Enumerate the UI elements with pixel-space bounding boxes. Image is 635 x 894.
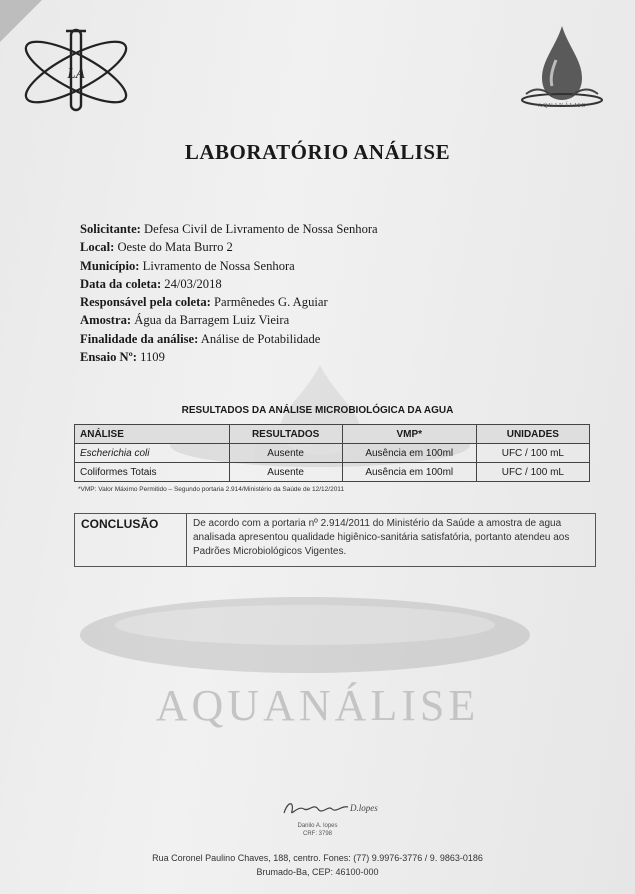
- cell-analise: Coliformes Totais: [75, 463, 230, 482]
- info-row: [80, 257, 378, 275]
- info-value: Análise de Potabilidade: [200, 331, 321, 346]
- logo-la-text: LA: [67, 66, 85, 82]
- info-value: 24/03/2018: [164, 276, 222, 291]
- signatory: [0, 822, 635, 838]
- col-header-resultados: RESULTADOS: [229, 425, 342, 444]
- info-label: Solicitante:: [80, 222, 141, 236]
- vmp-footnote: *VMP: Valor Máximo Permitido – Segundo portaria 2.914/Ministério da Saúde de 12/12/2011: [78, 486, 345, 493]
- table-row: [75, 444, 590, 463]
- signatory-registry: CRF: 3798: [302, 831, 332, 837]
- logo-aqua-text: AQUANÁLISE: [537, 103, 587, 109]
- col-header-vmp: VMP*: [342, 425, 476, 444]
- info-label: Finalidade da análise:: [80, 331, 199, 346]
- table-header-row: [75, 425, 590, 444]
- signature-script: D.lopes: [350, 803, 378, 813]
- info-label: Responsável pela coleta:: [80, 295, 211, 310]
- laboratorio-logo-icon: [14, 26, 142, 118]
- info-label: Amostra:: [80, 313, 132, 328]
- cell-unidade: UFC / 100 mL: [476, 444, 589, 463]
- info-row: [80, 348, 378, 366]
- col-header-unidades: UNIDADES: [476, 425, 589, 444]
- info-row: [80, 220, 378, 238]
- info-row: [80, 293, 378, 311]
- cell-resultado: Ausente: [229, 463, 342, 482]
- page-title: LABORATÓRIO ANÁLISE: [184, 140, 451, 164]
- info-value: 1109: [140, 350, 165, 365]
- info-label: Ensaio Nº:: [80, 350, 137, 365]
- conclusion-box: [74, 513, 596, 567]
- conclusion-label: CONCLUSÃO: [75, 514, 187, 566]
- info-value: Oeste do Mata Burro 2: [117, 240, 233, 255]
- signature: [270, 795, 378, 821]
- cell-unidade: UFC / 100 mL: [476, 463, 589, 482]
- info-label: Data da coleta:: [80, 276, 162, 291]
- info-row: [80, 311, 378, 329]
- info-label: Município:: [80, 258, 140, 273]
- results-title: RESULTADOS DA ANÁLISE MICROBIOLÓGICA DA AGUA: [181, 405, 454, 416]
- info-value: Livramento de Nossa Senhora: [142, 258, 295, 273]
- cell-vmp: Ausência em 100ml: [342, 444, 476, 463]
- signatory-name: Danilo A. lopes: [297, 823, 338, 829]
- conclusion-text: De acordo com a portaria nº 2.914/2011 do Ministério da Saúde a amostra de agua analisada apresentou qualidade higiênico-sanitária satisfatória, portanto atendeu aos Padrões Microbiológicos Vigentes.: [193, 518, 570, 557]
- info-value: Parmênedes G. Aguiar: [213, 295, 328, 310]
- info-value: Água da Barragem Luiz Vieira: [134, 313, 290, 328]
- address-footer: [0, 851, 635, 879]
- col-header-analise: ANÁLISE: [75, 425, 230, 444]
- results-table: [74, 424, 590, 482]
- info-row: [80, 275, 378, 293]
- water-drop-logo-icon: [516, 20, 608, 116]
- footer-address-line: Rua Coronel Paulino Chaves, 188, centro. Fones: (77) 9.9976-3776 / 9. 9863-0186: [152, 853, 483, 863]
- info-row: [80, 330, 378, 348]
- sample-info: [80, 220, 378, 366]
- watermark-bowl-icon: [70, 585, 540, 680]
- info-row: [80, 238, 378, 256]
- info-value: Defesa Civil de Livramento de Nossa Senhora: [144, 222, 378, 236]
- cell-analise: Escherichia coli: [75, 444, 230, 463]
- cell-resultado: Ausente: [229, 444, 342, 463]
- footer-city-line: Brumado-Ba, CEP: 46100-000: [256, 867, 379, 877]
- table-row: [75, 463, 590, 482]
- cell-vmp: Ausência em 100ml: [342, 463, 476, 482]
- info-label: Local:: [80, 240, 115, 255]
- watermark-text: AQUANÁLISE: [155, 681, 480, 730]
